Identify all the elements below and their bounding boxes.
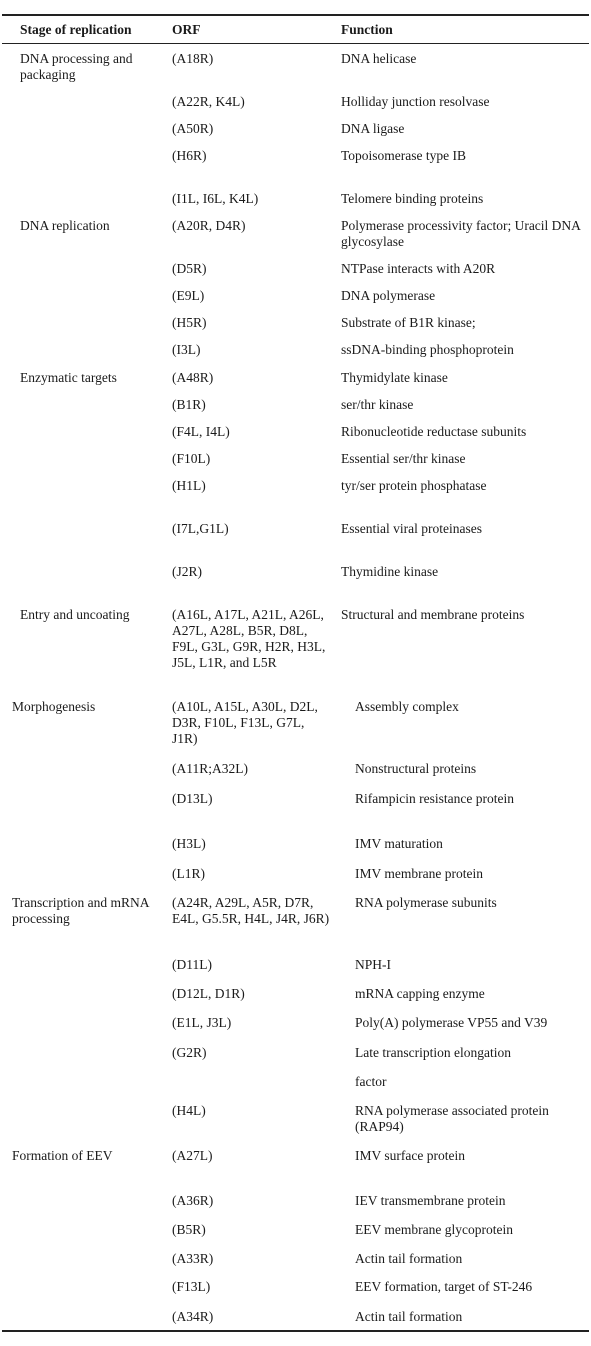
function-cell: Essential ser/thr kinase <box>341 451 466 466</box>
orf-cell: (F4L, I4L) <box>172 424 230 439</box>
orf-cell: (E1L, J3L) <box>172 1015 232 1030</box>
orf-cell: (A18R) <box>172 51 214 66</box>
orf-cell: (H1L) <box>172 478 206 493</box>
function-cell: DNA polymerase <box>341 288 436 303</box>
orf-cell: (A10L, A15L, A30L, D2L, D3R, F10L, F13L, G7L, J1R) <box>172 699 318 746</box>
function-cell: Nonstructural proteins <box>355 761 477 776</box>
orf-cell: (I7L,G1L) <box>172 521 229 536</box>
orf-cell: (F13L) <box>172 1279 211 1294</box>
function-cell: Assembly complex <box>355 699 459 714</box>
function-cell: Substrate of B1R kinase; <box>341 315 476 330</box>
header-orf: ORF <box>172 22 201 37</box>
orf-cell: (L1R) <box>172 866 205 881</box>
orf-cell: (A48R) <box>172 370 214 385</box>
orf-cell: (D12L, D1R) <box>172 986 245 1001</box>
orf-cell: (A20R, D4R) <box>172 218 246 233</box>
function-cell: Thymidine kinase <box>341 564 439 579</box>
header-stage: Stage of replication <box>20 22 132 37</box>
function-cell: Late transcription elongation <box>355 1045 511 1060</box>
function-cell: Essential viral proteinases <box>341 521 482 536</box>
orf-cell: (I1L, I6L, K4L) <box>172 191 259 206</box>
stage-cell: Formation of EEV <box>12 1148 113 1163</box>
function-cell: RNA polymerase associated protein (RAP94) <box>355 1103 549 1134</box>
orf-cell: (D13L) <box>172 791 213 806</box>
stage-cell: Morphogenesis <box>12 699 96 714</box>
function-cell: Ribonucleotide reductase subunits <box>341 424 527 439</box>
orf-cell: (F10L) <box>172 451 211 466</box>
stage-cell: Entry and uncoating <box>20 607 130 622</box>
function-cell: IMV membrane protein <box>355 866 483 881</box>
function-cell: Actin tail formation <box>355 1309 463 1324</box>
function-cell: Poly(A) polymerase VP55 and V39 <box>355 1015 548 1030</box>
orf-cell: (A16L, A17L, A21L, A26L, A27L, A28L, B5R, D8L, F9L, G3L, G9R, H2R, H3L, J5L, L1R, and L5R <box>172 607 326 670</box>
orf-cell: (B1R) <box>172 397 206 412</box>
function-cell: factor <box>355 1074 387 1089</box>
function-cell: Structural and membrane proteins <box>341 607 525 622</box>
function-cell: Thymidylate kinase <box>341 370 448 385</box>
orf-cell: (A33R) <box>172 1251 214 1266</box>
function-cell: IEV transmembrane protein <box>355 1193 506 1208</box>
header-function: Function <box>341 22 393 37</box>
stage-cell: Transcription and mRNA processing <box>12 895 149 926</box>
table-top-rule <box>2 14 589 16</box>
orf-cell: (H4L) <box>172 1103 206 1118</box>
function-cell: EEV membrane glycoprotein <box>355 1222 513 1237</box>
orf-cell: (D11L) <box>172 957 212 972</box>
function-cell: EEV formation, target of ST-246 <box>355 1279 533 1294</box>
orf-cell: (B5R) <box>172 1222 206 1237</box>
orf-cell: (H3L) <box>172 836 206 851</box>
function-cell: ser/thr kinase <box>341 397 414 412</box>
orf-cell: (A24R, A29L, A5R, D7R, E4L, G5.5R, H4L, J4R, J6R) <box>172 895 330 926</box>
orf-cell: (A50R) <box>172 121 214 136</box>
orf-cell: (A34R) <box>172 1309 214 1324</box>
orf-cell: (E9L) <box>172 288 205 303</box>
orf-cell: (J2R) <box>172 564 202 579</box>
function-cell: Rifampicin resistance protein <box>355 791 514 806</box>
function-cell: DNA ligase <box>341 121 405 136</box>
function-cell: RNA polymerase subunits <box>355 895 497 910</box>
stage-cell: DNA processing and packaging <box>20 51 133 82</box>
function-cell: DNA helicase <box>341 51 417 66</box>
function-cell: NTPase interacts with A20R <box>341 261 496 276</box>
function-cell: ssDNA-binding phosphoprotein <box>341 342 514 357</box>
function-cell: Polymerase processivity factor; Uracil DNA glycosylase <box>341 218 581 249</box>
orf-cell: (D5R) <box>172 261 207 276</box>
orf-cell: (H6R) <box>172 148 207 163</box>
function-cell: Holliday junction resolvase <box>341 94 490 109</box>
function-cell: IMV surface protein <box>355 1148 465 1163</box>
orf-cell: (A36R) <box>172 1193 214 1208</box>
orf-cell: (A22R, K4L) <box>172 94 245 109</box>
orf-cell: (G2R) <box>172 1045 207 1060</box>
function-cell: Topoisomerase type IB <box>341 148 467 163</box>
header-rule <box>2 43 589 44</box>
orf-cell: (A11R;A32L) <box>172 761 248 776</box>
stage-cell: DNA replication <box>20 218 110 233</box>
table-bottom-rule <box>2 1330 589 1332</box>
orf-cell: (I3L) <box>172 342 201 357</box>
function-cell: mRNA capping enzyme <box>355 986 485 1001</box>
orf-cell: (H5R) <box>172 315 207 330</box>
function-cell: tyr/ser protein phosphatase <box>341 478 487 493</box>
stage-cell: Enzymatic targets <box>20 370 117 385</box>
orf-cell: (A27L) <box>172 1148 213 1163</box>
function-cell: Actin tail formation <box>355 1251 463 1266</box>
function-cell: IMV maturation <box>355 836 443 851</box>
function-cell: NPH-I <box>355 957 391 972</box>
function-cell: Telomere binding proteins <box>341 191 484 206</box>
